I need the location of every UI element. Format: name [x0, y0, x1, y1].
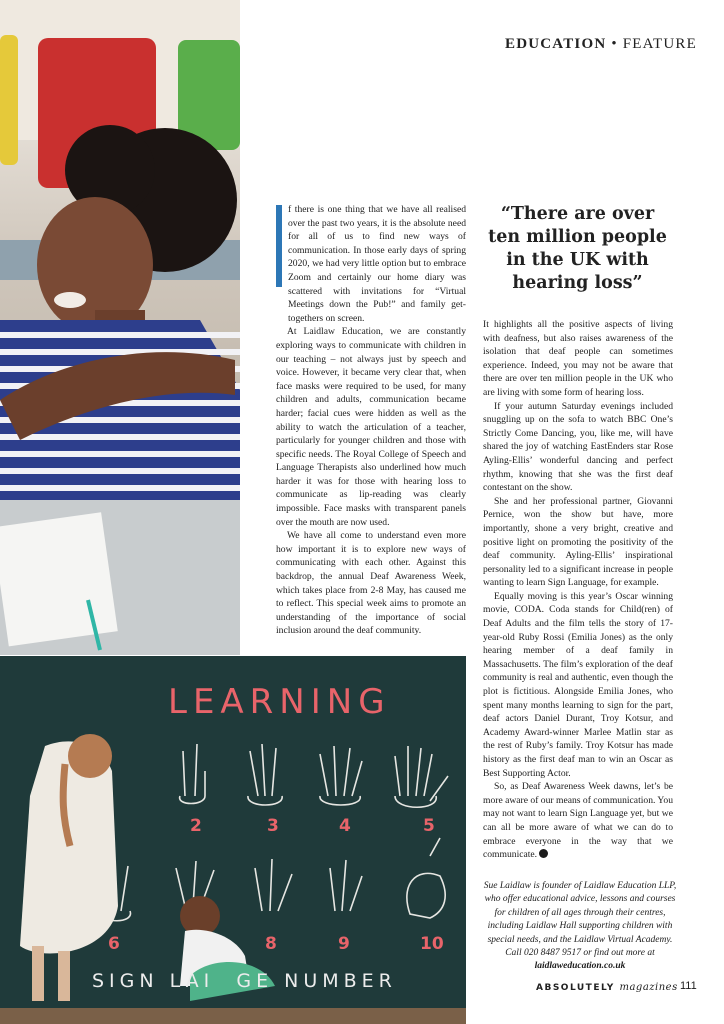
paragraph-text: So, as Deaf Awareness Week dawns, let’s be more aware of our means of communication. You may not want to learn Sign Language yet, but we can all be more aware of what we can do to embrace everyone in the way that we communicate. [483, 781, 673, 861]
brand-name: ABSOLUTELY [536, 983, 615, 993]
chalkboard-photo [0, 656, 466, 1024]
article-column-2 [483, 318, 673, 862]
classroom-photo [0, 0, 240, 655]
chalk-number: 6 [108, 934, 120, 954]
brand-script: magazines [619, 982, 678, 993]
pull-quote: “There are over ten million people in the UK with hearing loss” [488, 204, 667, 293]
bio-text: Sue Laidlaw is founder of Laidlaw Education LLP, who offer educational advice, lessons and courses for children of all ages through their centres, including Laidlaw Hall supporting children with special needs, and the Laidlaw Virtual Academy. Call 020 8487 9517 or find out more at [483, 881, 677, 959]
end-mark-icon [539, 849, 548, 858]
paragraph: At Laidlaw Education, we are constantly exploring ways to communicate with children in our teaching – not always just by speech and voice. However, it became very clear that, when face masks were required to be used, for many children and adults, communication became harder; facial cues were hidden as well as the ability to watch the articulation of a teacher, particularly for younger children and those with specific needs. The Royal College of Speech and Language Therapists also underlined how much harder it was for those with hearing loss to communicate as lip-reading was clearly impossible. Face masks with transparent panels over the mouth are now used. [276, 326, 466, 528]
paragraph: It highlights all the positive aspects of living with deafness, but also raises awareness of the isolation that deaf people can sometimes experience. Indeed, you may not be aware that there are over ten million people in the UK who are living with some form of hearing loss. [483, 319, 673, 398]
paragraph-last [483, 780, 673, 862]
article-column-1 [276, 203, 466, 638]
paragraph: If your autumn Saturday evenings included snuggling up on the sofa to watch BBC One’s Strictly Come Dancing, you, like me, will have shared the joy of watching EastEnders star Rose Ayling-Ellis’ wonderful dancing and perfect rhythm, knowing that she was the first deaf contestant on the show. [483, 400, 673, 494]
chalk-number: 5 [423, 816, 435, 836]
bio-link[interactable]: laidlaweducation.co.uk [534, 961, 626, 972]
chalk-number: 8 [265, 934, 277, 954]
author-bio [480, 880, 680, 974]
paragraph: She and her professional partner, Giovanni Pernice, won the show but have, more importantly, shone a very bright, creative and positive light on promoting the positivity of the deaf community. Ayling-Ellis’ inspirational personality led to a significant increase in people wanting to learn Sign Language, for example. [483, 495, 673, 589]
section-label: EDUCATION [505, 36, 607, 52]
chalk-number: 2 [190, 816, 202, 836]
chalk-number: 9 [338, 934, 350, 954]
paragraph: Equally moving is this year’s Oscar winning movie, CODA. Coda stands for Child(ren) of Deaf Adults and the film tells the story of 17-year-old Ruby Rossi (Emilia Jones) as the only hearing member of a deaf family in Massachusetts. The film’s exploration of the deaf community is real and authentic, even though the plot is fictitious. Alongside Emilia Jones, who spent many months learning to sign for the part, deaf actors Daniel Durant, Troy Kotsur, and Academy Award-winner Marlee Matlin star as the rest of Ruby’s family. Troy Kotsur has made history as the first deaf man to win an Oscar as Best Supporting Actor. [483, 590, 673, 779]
page-number: 111 [680, 980, 697, 992]
section-header [505, 36, 697, 53]
chalk-number: 10 [420, 934, 444, 954]
paragraph: f there is one thing that we have all realised over the past two years, it is the absolute need for all of us to find new ways of communication. In those early days of spring 2020, we had very little option but to embrace Zoom and certainly our home diary was scattered with invitations for “Virtual Meetings down the Pub!” and family get-togethers on screen. [288, 204, 466, 324]
chalk-number: 3 [267, 816, 279, 836]
chalkboard-caption: SIGN LAI GE NUMBER [92, 970, 397, 992]
girl-illustration [0, 0, 240, 655]
paragraph: We have all come to understand even more how important it is to explore new ways of communicating with each other. Against this backdrop, the annual Deaf Awareness Week, which takes place from 2-8 May, has caused me to reflect. This special week aims to promote an understanding of the importance of social inclusion around the deaf community. [276, 530, 466, 637]
category-label: FEATURE [622, 36, 697, 52]
header-separator: • [611, 36, 618, 52]
chalk-number: 4 [339, 816, 351, 836]
magazine-brand [536, 982, 678, 993]
chalkboard-drawing [0, 656, 466, 1024]
chalkboard-title: LEARNING [168, 682, 391, 722]
